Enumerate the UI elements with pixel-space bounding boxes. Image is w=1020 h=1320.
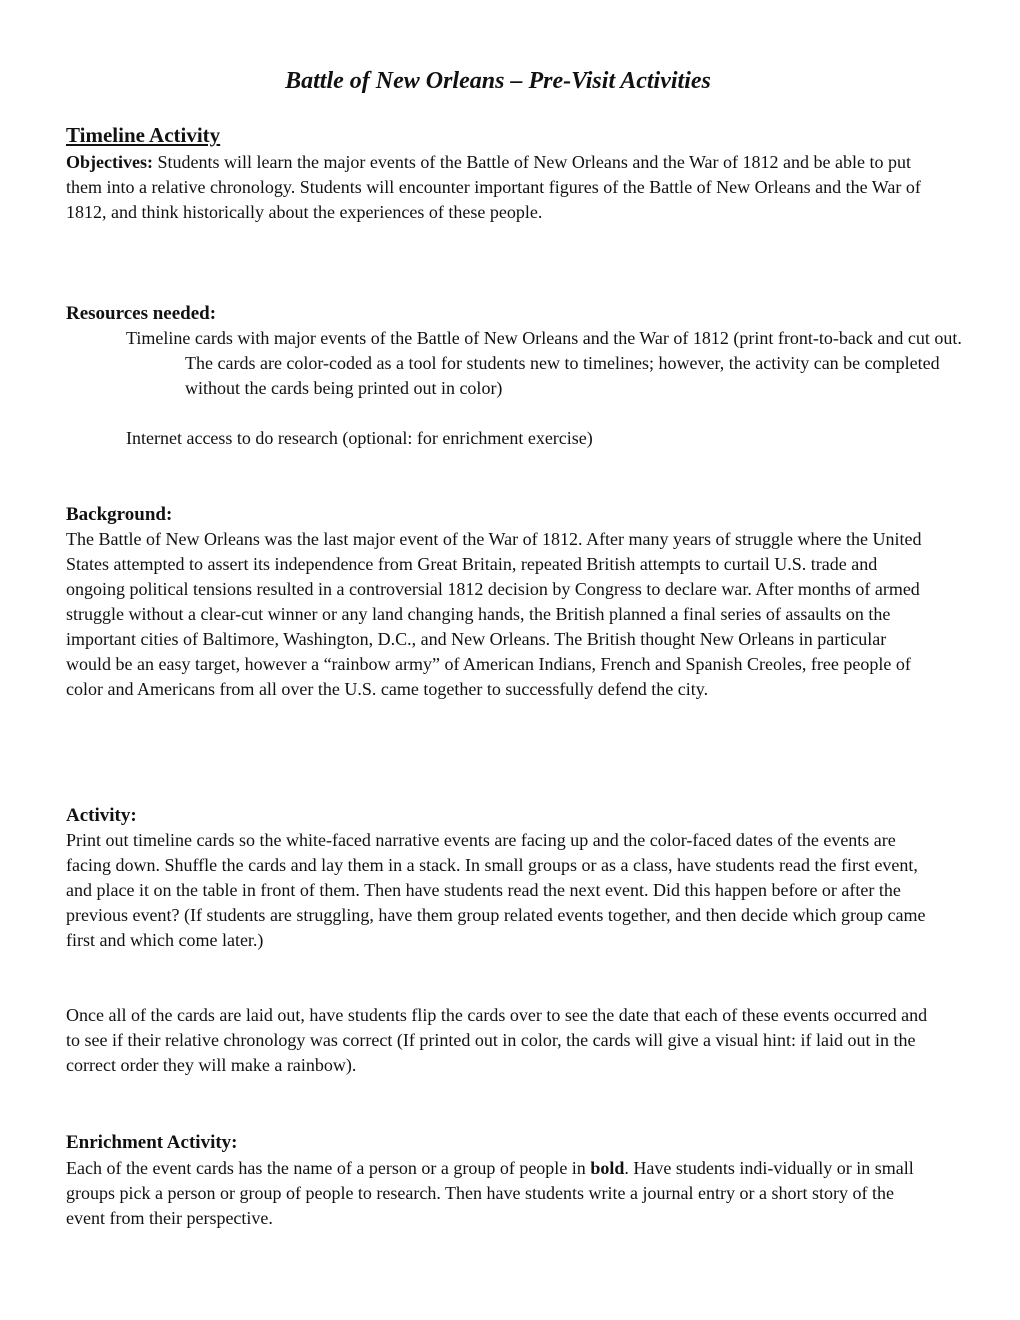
background-paragraph: The Battle of New Orleans was the last major event of the War of 1812. After many years of struggle where the United States attempted to assert its independence from Great Britain, repeated British attempts to curtail U.S. trade and ongoing political tensions resulted in a controversial 1812 decision by Congress to declare war. After months of armed struggle without a clear-cut winner or any land changing hands, the British planned a final series of assaults on the important cities of Baltimore, Washington, D.C., and New Orleans. The British thought New Orleans in particular would be an easy target, however a “rainbow army” of American Indians, French and Spanish Creoles, free people of color and Americans from all over the U.S. came together to successfully defend the city. [66, 529, 922, 699]
enrichment-heading: Enrichment Activity: [66, 1132, 238, 1153]
enrichment-bold-word: bold [590, 1158, 625, 1178]
objectives-paragraph [66, 150, 930, 225]
timeline-heading: Timeline Activity [66, 123, 221, 147]
resource-item: Internet access to do research (optional: for enrichment exercise) [126, 428, 593, 448]
activity-paragraph-2: Once all of the cards are laid out, have students flip the cards over to see the date that each of these events occurred and to see if their relative chronology was correct (If printed out in color, the cards will give a visual hint: if laid out in the correct order they will make a rainbow). [66, 1005, 928, 1075]
page-title: Battle of New Orleans – Pre-Visit Activities [285, 68, 711, 94]
enrichment-paragraph [66, 1156, 930, 1231]
activity-heading: Activity: [66, 805, 137, 826]
activity-paragraph-1: Print out timeline cards so the white-faced narrative events are facing up and the color-faced dates of the events are facing down. Shuffle the cards and lay them in a stack. In small groups or as a class, have students read the first event, and place it on the table in front of them. Then have students read the next event. Did this happen before or after the previous event? (If students are struggling, have them group related events together, and then decide which group came first and which come later.) [66, 830, 926, 950]
resources-heading: Resources needed: [66, 303, 217, 324]
resource-item: Timeline cards with major events of the Battle of New Orleans and the War of 1812 (print front-to-back and cut out. The cards are color-coded as a tool for students new to timelines; however, the activity can be completed without the cards being printed out in color) [126, 328, 962, 398]
enrichment-text-before: Each of the event cards has the name of a person or a group of people in [66, 1158, 591, 1178]
objectives-label: Objectives: [66, 152, 153, 172]
objectives-text: Students will learn the major events of the Battle of New Orleans and the War of 1812 and be able to put them into a relative chronology. Students will encounter important figures of the Battle of New Orleans and the War of 1812, and think historically about the experiences of these people. [66, 152, 921, 222]
background-heading: Background: [66, 504, 173, 525]
enrichment-text-after: . Have students indi-vidually or in small groups pick a person or group of people to research. Then have students write a journal entry or a short story of the event from their perspective. [66, 1158, 914, 1228]
